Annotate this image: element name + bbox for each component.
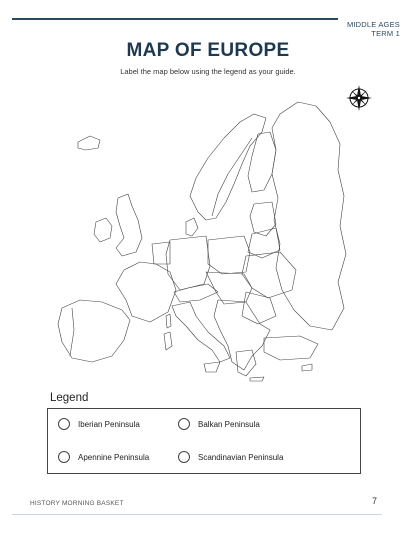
map-region-sicily <box>204 362 220 372</box>
map-region-germany <box>166 236 210 290</box>
map-region-sardinia <box>164 332 172 350</box>
legend-marker-circle[interactable] <box>58 451 70 463</box>
map-region-corsica <box>166 314 171 328</box>
map-region-cyprus <box>302 364 312 371</box>
map-region-denmark <box>186 218 198 236</box>
legend-item-label: Apennine Peninsula <box>78 452 150 462</box>
map-region-portugal-border <box>70 308 74 356</box>
map-region-belarus <box>248 228 280 258</box>
map-region-russia <box>272 102 346 330</box>
footer-source: HISTORY MORNING BASKET <box>30 500 124 507</box>
map-region-turkey <box>264 336 318 360</box>
map-region-benelux <box>152 242 170 264</box>
term-line-2: TERM 1 <box>371 29 400 38</box>
europe-outline-map <box>40 94 350 382</box>
term-label <box>347 20 400 38</box>
legend-title: Legend <box>50 392 89 404</box>
legend-item-label: Iberian Peninsula <box>78 419 140 429</box>
page-number: 7 <box>372 496 378 506</box>
map-region-finland <box>248 132 276 192</box>
map-region-ukraine <box>242 252 296 298</box>
map-region-greece <box>236 350 256 376</box>
instructions-text: Label the map below using the legend as your guide. <box>120 67 296 76</box>
term-line-1: MIDDLE AGES <box>346 20 400 29</box>
header-rule <box>12 18 338 20</box>
map-region-great-britain <box>116 194 142 256</box>
map-region-crete <box>250 377 264 381</box>
legend-item-iberian <box>58 418 140 430</box>
map-region-france <box>116 262 176 322</box>
legend-marker-circle[interactable] <box>178 418 190 430</box>
map-region-baltics <box>250 202 276 236</box>
map-region-ireland <box>94 218 112 242</box>
map-region-iberia <box>58 300 130 362</box>
legend-item-scandinavian <box>178 451 283 463</box>
map-region-iceland <box>78 136 100 150</box>
legend-box <box>47 408 361 474</box>
map-region-balkans <box>214 300 270 370</box>
map-region-alps <box>174 284 218 302</box>
legend-marker-circle[interactable] <box>58 418 70 430</box>
legend-marker-circle[interactable] <box>178 451 190 463</box>
map-region-poland <box>208 236 250 274</box>
footer-rule <box>12 514 382 515</box>
legend-item-apennine <box>58 451 149 463</box>
legend-item-balkan <box>178 418 260 430</box>
legend-item-label: Scandinavian Peninsula <box>198 452 284 462</box>
legend-item-label: Balkan Peninsula <box>198 419 260 429</box>
page-title: MAP OF EUROPE <box>126 40 290 61</box>
map-region-sweden-border <box>212 138 252 216</box>
